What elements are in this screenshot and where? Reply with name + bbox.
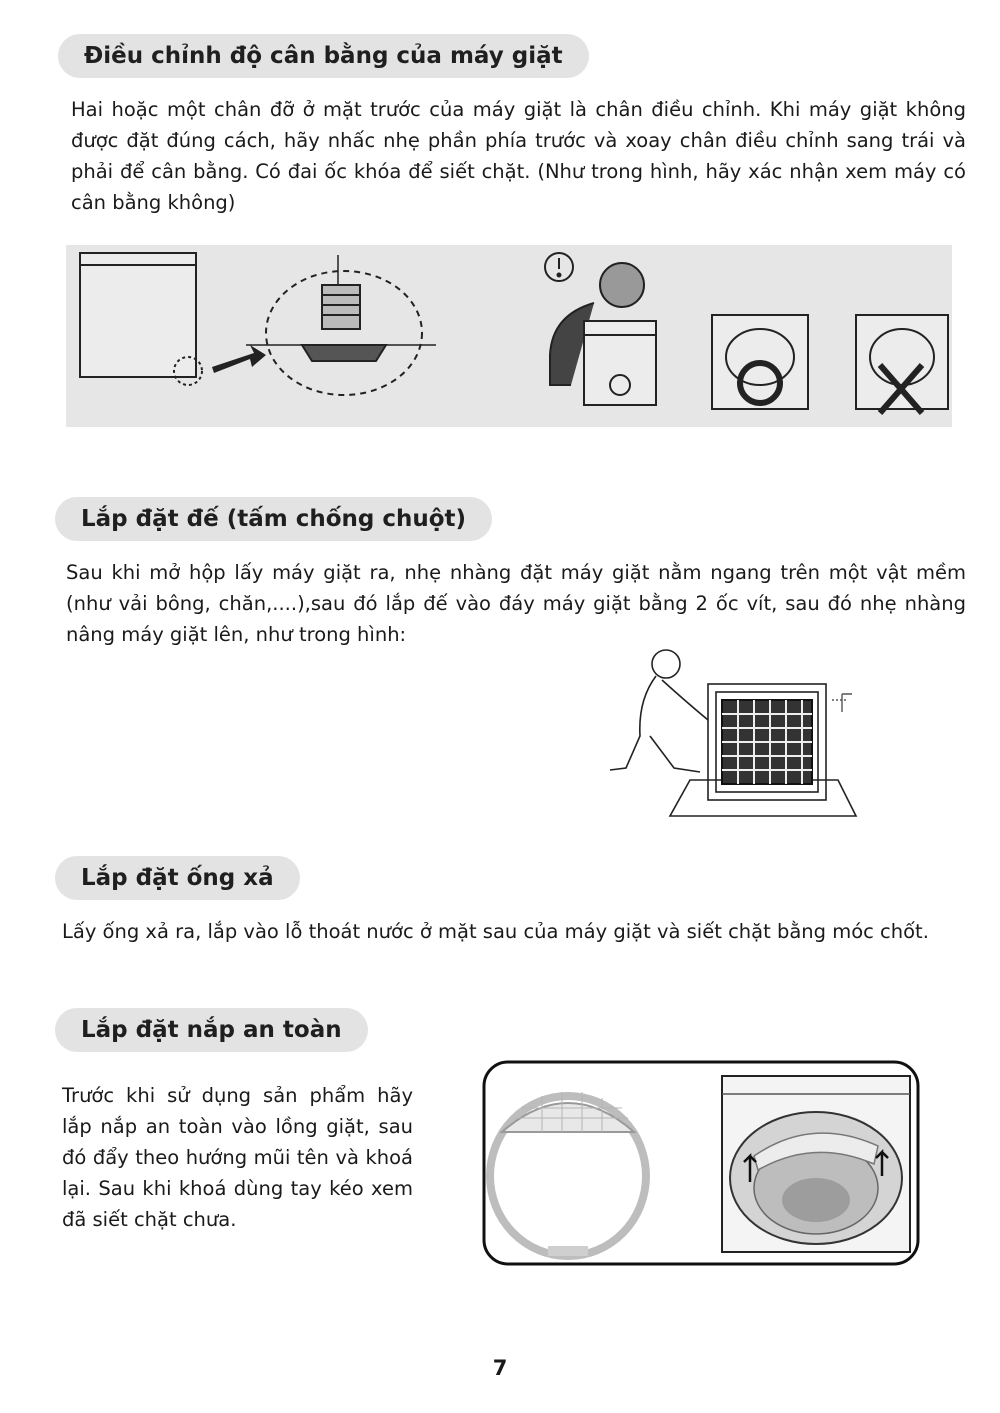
section-title-drain: Lắp đặt ống xả: [55, 856, 300, 900]
leveling-illustration: [66, 245, 952, 427]
section-title-balance: Điều chỉnh độ cân bằng của máy giặt: [58, 34, 589, 78]
level-correct-figure: [712, 315, 808, 409]
washer-tub-figure: [722, 1076, 910, 1252]
section-body-drain: Lấy ống xả ra, lắp vào lỗ thoát nước ở mặt sau của máy giặt và siết chặt bằng móc chốt.: [62, 920, 929, 943]
screw-icon: [832, 694, 852, 712]
level-wrong-figure: [856, 315, 948, 413]
base-grid-pattern: [722, 700, 812, 784]
section-body-base: Sau khi mở hộp lấy máy giặt ra, nhẹ nhàng đặt máy giặt nằm ngang trên một vật mềm (như vải bông, chăn,....),sau đó lắp đế vào đáy máy giặt bằng 2 ốc vít, sau đó nhẹ nhàng nâng máy giặt lên, như trong hình:: [66, 561, 966, 646]
safety-cover-illustration: [482, 1060, 920, 1266]
section-body-balance: Hai hoặc một chân đỡ ở mặt trước của máy giặt là chân điều chỉnh. Khi máy giặt không được đặt đúng cách, hãy nhấc nhẹ phần phía trước và xoay chân điều chỉnh sang trái và phải để cân bằng. Có đai ốc khóa để siết chặt. (Như trong hình, hãy xác nhận xem máy có cân bằng không): [71, 98, 966, 214]
section-body-cover: Trước khi sử dụng sản phẩm hãy lắp nắp an toàn vào lồng giặt, sau đó đẩy theo hướng mũi tên và khoá lại. Sau khi khoá dùng tay kéo xem đã siết chặt chưa.: [62, 1084, 413, 1231]
page-number: 7: [492, 1356, 508, 1380]
section-title-cover: Lắp đặt nắp an toàn: [55, 1008, 368, 1052]
base-install-illustration: [604, 640, 862, 826]
section-title-base: Lắp đặt đế (tấm chống chuột): [55, 497, 492, 541]
washer-side-figure: [80, 253, 202, 385]
